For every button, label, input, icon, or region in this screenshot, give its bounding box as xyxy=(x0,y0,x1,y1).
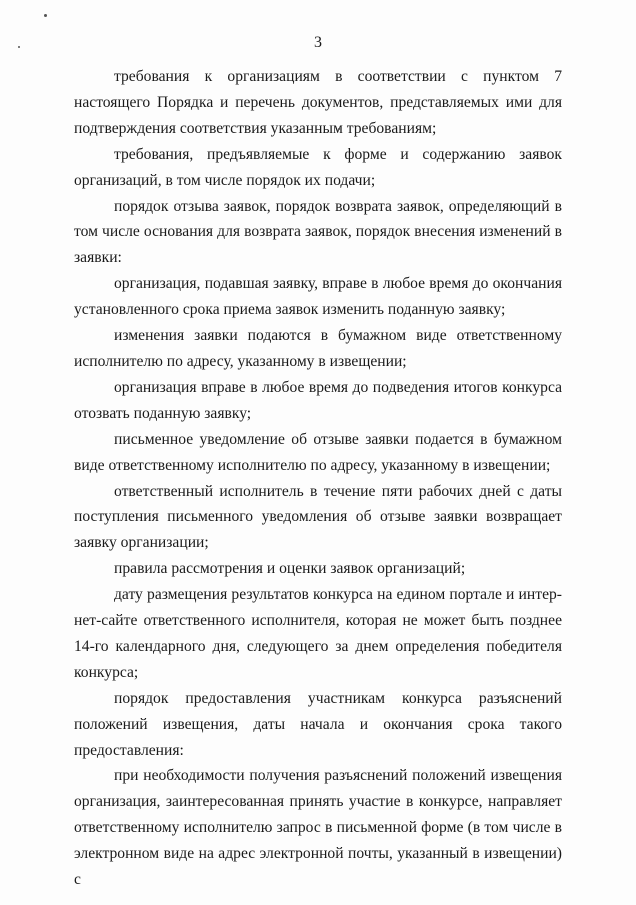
scan-speck xyxy=(44,14,47,17)
paragraph: организация, подавшая заявку, вправе в любое время до окончания установленного срока приема заявок изменить поданную заявку; xyxy=(74,275,562,319)
paragraph: ответственный исполнитель в течение пяти рабочих дней с даты поступления письменного уведомления об отзыве заявки возвращает заявку организации; xyxy=(74,482,562,552)
paragraph: требования к организациям в соответствии с пунктом 7 настоящего Порядка и перечень документов, представляемых ими для подтверждения соответствия указанным требованиям; xyxy=(74,68,562,137)
paragraph: дату размещения результатов конкурса на едином портале и интернет-сайте ответственного исполнителя, которая не может быть позднее 14-го календарного дня, следующего за днем определения победителя конкурса; xyxy=(74,586,562,681)
paragraph: правила рассмотрения и оценки заявок организаций; xyxy=(114,560,466,578)
paragraph: порядок отзыва заявок, порядок возврата заявок, определяющий в том числе основания для возврата заявок, порядок внесения изменений в заявки: xyxy=(74,197,562,267)
body-text xyxy=(74,64,562,893)
paragraph: при необходимости получения разъяснений положений извещения организация, заинтересованная принять участие в конкурсе, направляет ответственному исполнителю запрос в письменной форме (в том числе в электронном виде на адрес электронной почты, указанный в извещении) с xyxy=(74,767,562,889)
paragraph: организация вправе в любое время до подведения итогов конкурса отозвать поданную заявку; xyxy=(74,378,562,422)
page-number: 3 xyxy=(314,34,322,51)
paragraph: требования, предъявляемые к форме и содержанию заявок организаций, в том числе порядок их подачи; xyxy=(74,145,562,189)
paragraph: порядок предоставления участникам конкурса разъяснений положений извещения, даты начала и окончания срока такого предоставления: xyxy=(74,689,562,759)
paragraph: изменения заявки подаются в бумажном виде ответственному исполнителю по адресу, указанному в извещении; xyxy=(74,327,562,370)
paragraph: письменное уведомление об отзыве заявки подается в бумажном виде ответственному исполнителю по адресу, указанному в извещении; xyxy=(74,430,562,474)
